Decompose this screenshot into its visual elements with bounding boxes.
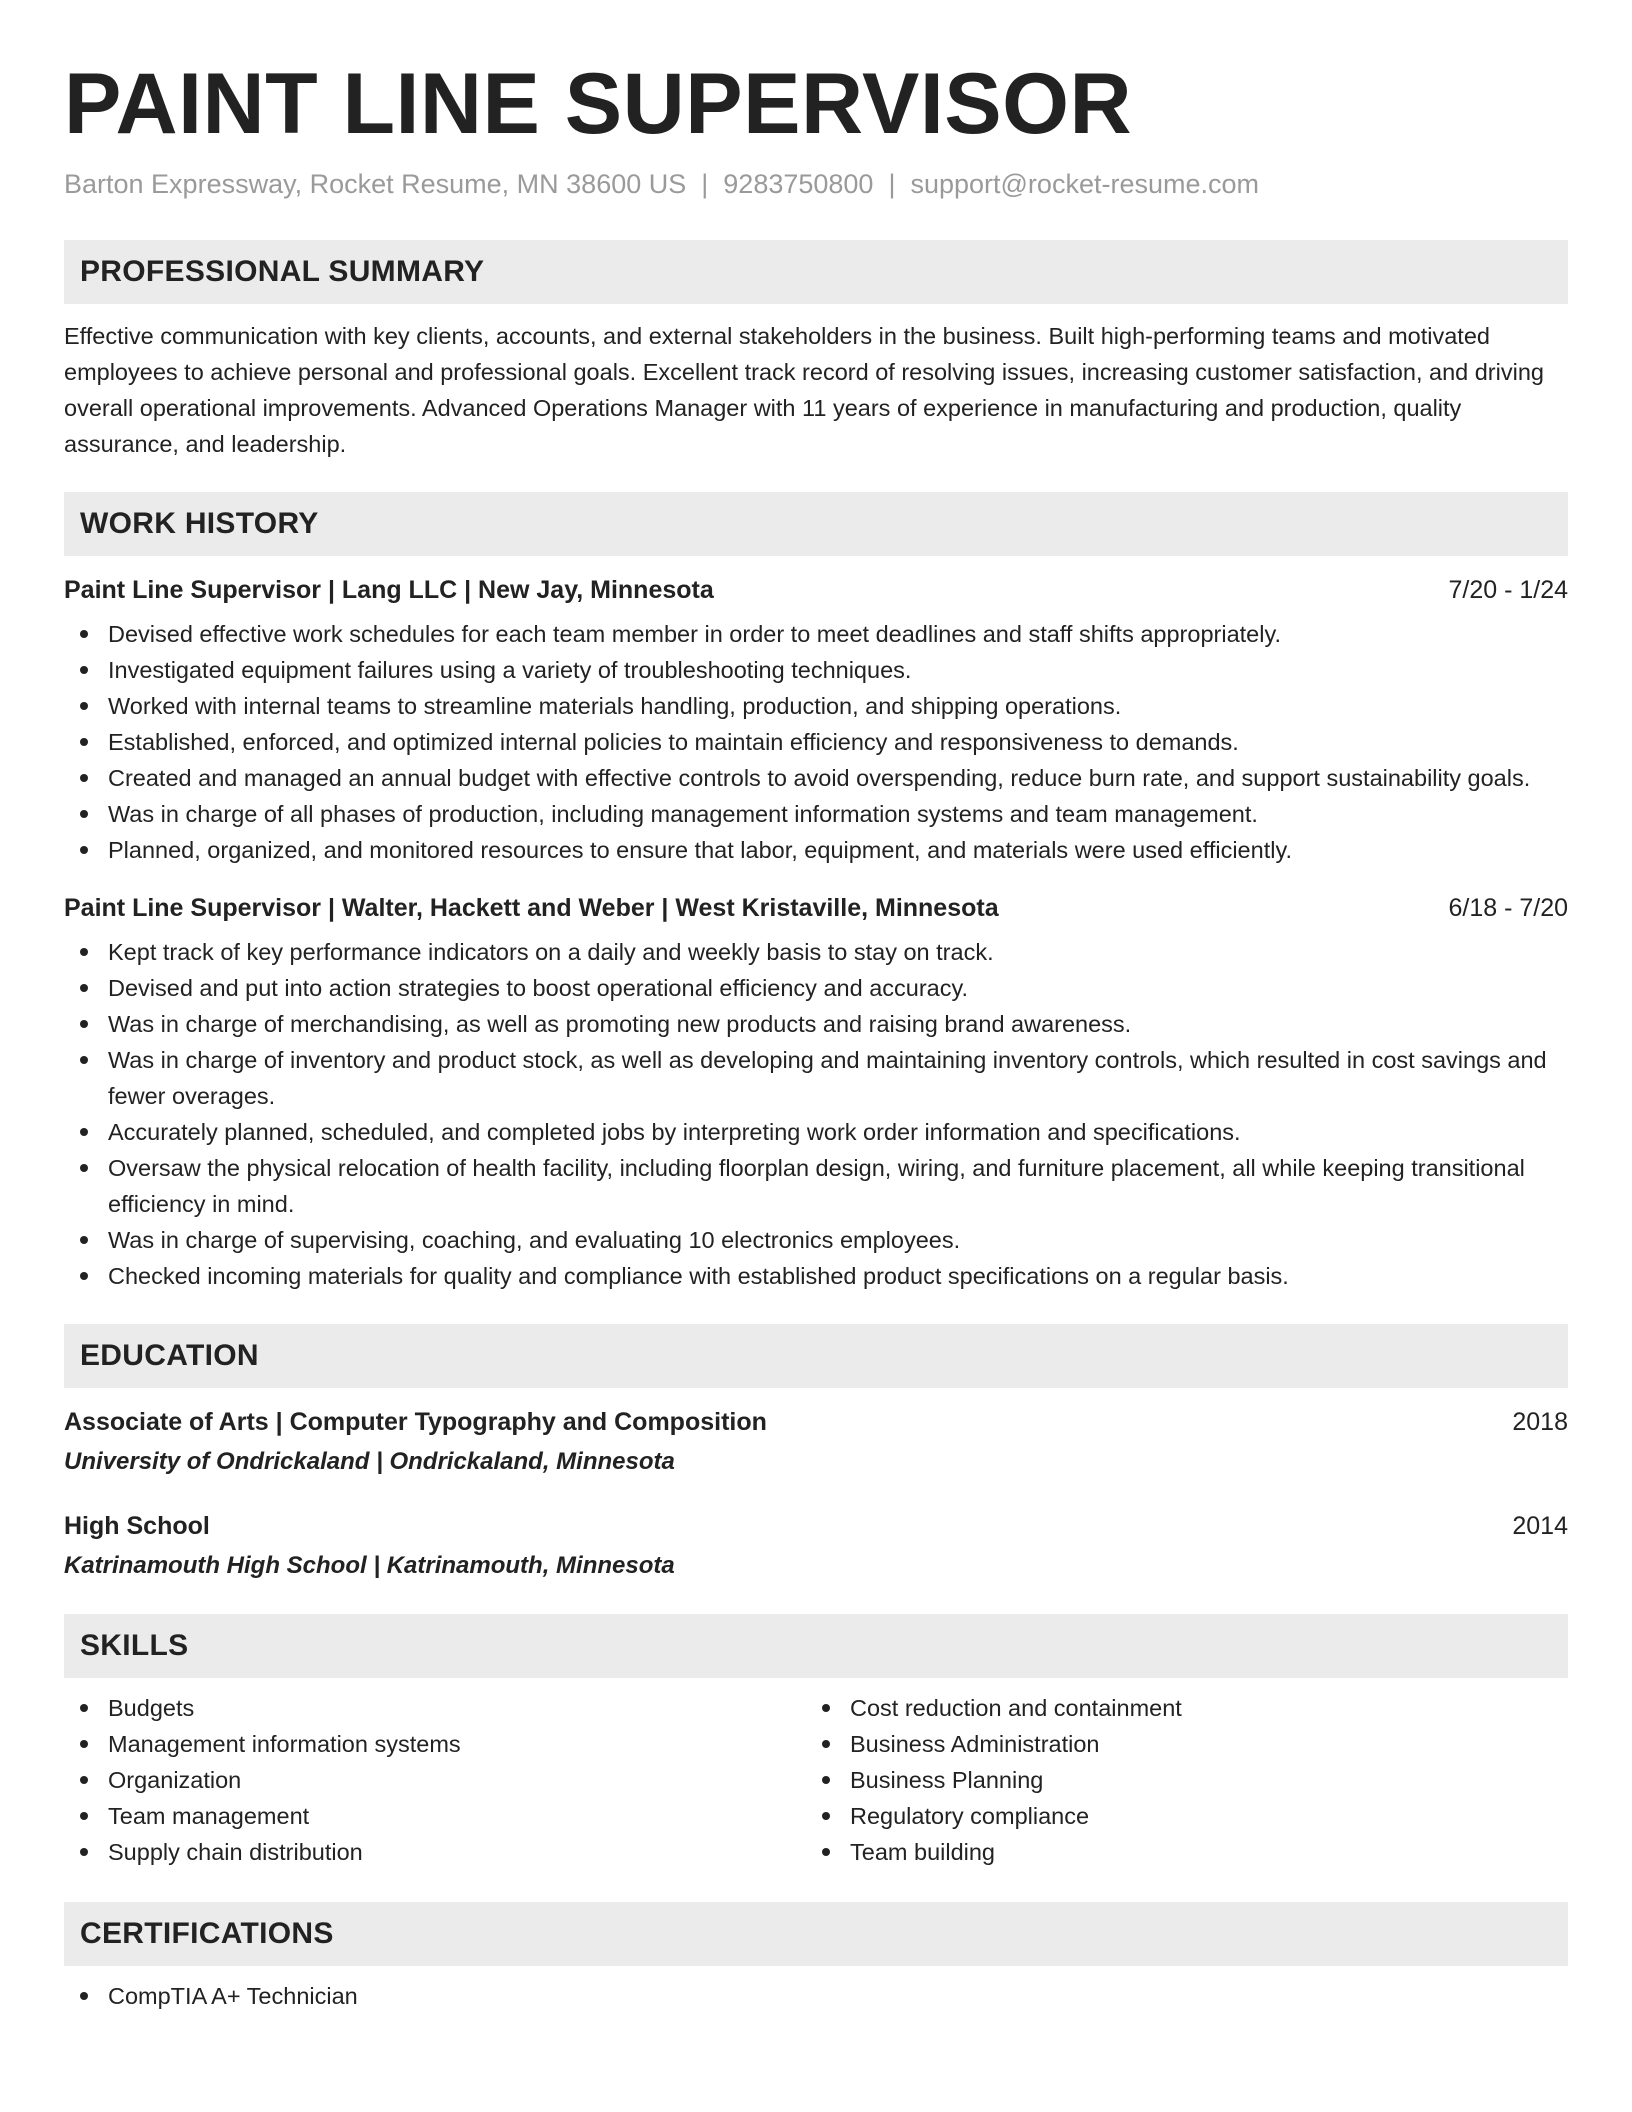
summary-text: Effective communication with key clients, accounts, and external stakeholders in the business. Built high-performing teams and motivated employees to achieve personal and professional goals. Excellent track record of resolving issues, increasing customer satisfaction, and driving overall operational improvements. Advanced Operations Manager with 11 years of experience in manufacturing and production, quality assurance, and leadership. — [64, 323, 1544, 457]
education-school: University of Ondrickaland | Ondrickaland, Minnesota — [64, 1448, 675, 1475]
job-title: Paint Line Supervisor | Walter, Hackett and Weber | West Kristaville, Minnesota — [64, 894, 999, 922]
skill-item: Regulatory compliance — [806, 1798, 1548, 1834]
skill-item: Budgets — [64, 1690, 806, 1726]
skill-item: Team building — [806, 1834, 1548, 1870]
certifications-section-header — [64, 1902, 1568, 1966]
job-bullet: Checked incoming materials for quality and compliance with established product specifications on a regular basis. — [64, 1258, 1568, 1294]
skills-column-left — [64, 1690, 806, 1870]
job-entry — [64, 572, 1568, 868]
education-section-header — [64, 1324, 1568, 1388]
job-bullet: Was in charge of merchandising, as well as promoting new products and raising brand awareness. — [64, 1006, 1568, 1042]
contact-address: Barton Expressway, Rocket Resume, MN 38600 US — [64, 169, 687, 199]
job-bullet: Accurately planned, scheduled, and completed jobs by interpreting work order information and specifications. — [64, 1114, 1568, 1150]
work-heading: WORK HISTORY — [80, 507, 319, 540]
skill-item: Team management — [64, 1798, 806, 1834]
job-bullets — [64, 934, 1568, 1294]
summary-section-header — [64, 240, 1568, 304]
education-degree: Associate of Arts | Computer Typography and Composition — [64, 1408, 767, 1436]
job-entry — [64, 890, 1568, 1294]
job-bullet: Devised and put into action strategies to boost operational efficiency and accuracy. — [64, 970, 1568, 1006]
work-section-header — [64, 492, 1568, 556]
skill-item: Organization — [64, 1762, 806, 1798]
education-entry — [64, 1508, 1568, 1584]
job-bullet: Devised effective work schedules for each team member in order to meet deadlines and staff shifts appropriately. — [64, 616, 1568, 652]
job-bullet: Kept track of key performance indicators on a daily and weekly basis to stay on track. — [64, 934, 1568, 970]
contact-separator: | — [888, 169, 896, 199]
skills-section-header — [64, 1614, 1568, 1678]
summary-heading: PROFESSIONAL SUMMARY — [80, 255, 485, 288]
skill-item: Cost reduction and containment — [806, 1690, 1548, 1726]
job-bullet: Planned, organized, and monitored resources to ensure that labor, equipment, and materials were used efficiently. — [64, 832, 1568, 868]
job-dates: 6/18 - 7/20 — [1448, 894, 1568, 922]
education-year: 2014 — [1512, 1512, 1568, 1540]
job-dates: 7/20 - 1/24 — [1448, 576, 1568, 604]
job-bullet: Was in charge of supervising, coaching, and evaluating 10 electronics employees. — [64, 1222, 1568, 1258]
education-header — [64, 1404, 1568, 1440]
job-bullet: Investigated equipment failures using a variety of troubleshooting techniques. — [64, 652, 1568, 688]
skill-item: Management information systems — [64, 1726, 806, 1762]
education-degree: High School — [64, 1512, 210, 1540]
education-heading: EDUCATION — [80, 1339, 259, 1372]
job-title: Paint Line Supervisor | Lang LLC | New Jay, Minnesota — [64, 576, 714, 604]
job-bullets — [64, 616, 1568, 868]
job-bullet: Worked with internal teams to streamline materials handling, production, and shipping operations. — [64, 688, 1568, 724]
education-entry — [64, 1404, 1568, 1480]
skills-heading: SKILLS — [80, 1629, 189, 1662]
skills-grid — [64, 1690, 1568, 1870]
skill-item: Business Administration — [806, 1726, 1548, 1762]
job-header — [64, 572, 1568, 608]
education-year: 2018 — [1512, 1408, 1568, 1436]
certifications-list — [64, 1978, 1568, 2014]
job-bullet: Created and managed an annual budget with effective controls to avoid overspending, reduce burn rate, and support sustainability goals. — [64, 760, 1568, 796]
resume-content — [64, 56, 1568, 2014]
contact-line — [64, 166, 1568, 202]
skill-item: Business Planning — [806, 1762, 1548, 1798]
contact-separator: | — [701, 169, 709, 199]
job-bullet: Oversaw the physical relocation of health facility, including floorplan design, wiring, and furniture placement, all while keeping transitional efficiency in mind. — [64, 1150, 1568, 1222]
education-school: Katrinamouth High School | Katrinamouth, Minnesota — [64, 1552, 675, 1579]
contact-email[interactable]: support@rocket-resume.com — [910, 169, 1259, 199]
job-bullet: Established, enforced, and optimized internal policies to maintain efficiency and responsiveness to demands. — [64, 724, 1568, 760]
education-header — [64, 1508, 1568, 1544]
job-bullet: Was in charge of all phases of production, including management information systems and team management. — [64, 796, 1568, 832]
resume-title: PAINT LINE SUPERVISOR — [64, 56, 1133, 152]
certifications-heading: CERTIFICATIONS — [80, 1917, 334, 1950]
job-header — [64, 890, 1568, 926]
certification-item: CompTIA A+ Technician — [64, 1978, 1568, 2014]
contact-phone: 9283750800 — [723, 169, 874, 199]
job-bullet: Was in charge of inventory and product stock, as well as developing and maintaining inventory controls, which resulted in cost savings and fewer overages. — [64, 1042, 1568, 1114]
skill-item: Supply chain distribution — [64, 1834, 806, 1870]
skills-column-right — [806, 1690, 1548, 1870]
